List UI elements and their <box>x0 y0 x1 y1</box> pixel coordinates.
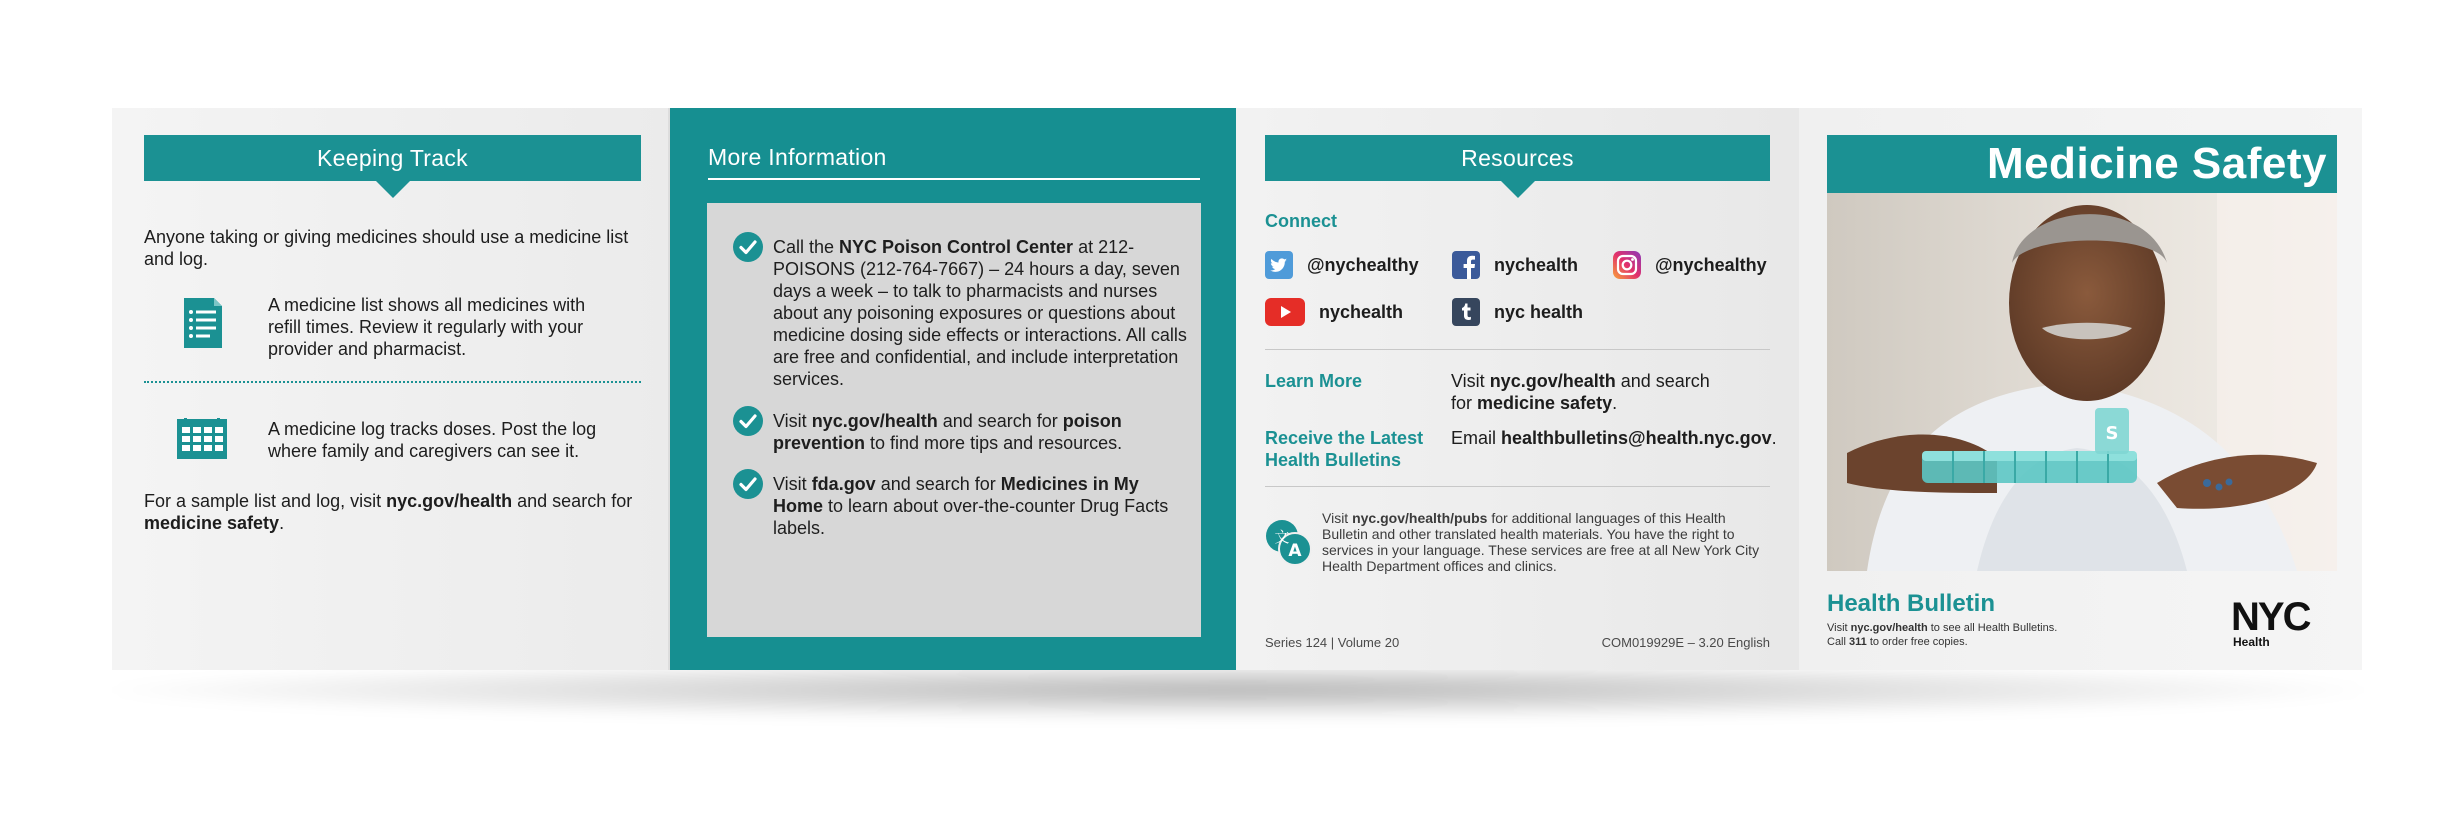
info-box <box>707 203 1201 637</box>
learn-more-text: Visit nyc.gov/health and search for medicine safety. <box>1451 371 1710 413</box>
poison-control-text: Call the NYC Poison Control Center at 212-POISONS (212-764-7667) – 24 hours a day, seven days a week – to talk to pharmacists and nurses about any poisoning exposures or questions about medicine dosing side effects or interactions. All calls are free and confidential, and include interpretation services. <box>773 237 1187 389</box>
keeping-track-banner: Keeping Track <box>144 135 641 181</box>
nyc-health-link[interactable]: nyc.gov/health <box>1850 622 1928 634</box>
fda-link[interactable]: fda.gov <box>811 474 876 494</box>
fda-text: Visit fda.gov and search for Medicines in My Home to learn about over-the-counter Drug Facts labels. <box>773 474 1169 538</box>
series-volume: Series 124 | Volume 20 <box>1265 635 1400 650</box>
nyc-health-logo <box>2231 594 2337 653</box>
instagram-link[interactable]: @nychealthy <box>1613 251 1767 279</box>
cover-title: Medicine Safety <box>1827 135 2337 193</box>
medicine-log-grid-icon <box>176 418 228 465</box>
facebook-icon <box>1452 251 1480 279</box>
panel-keeping-track <box>112 108 670 670</box>
youtube-icon <box>1265 298 1305 326</box>
svg-text:A: A <box>1288 541 1302 561</box>
keeping-track-intro: Anyone taking or giving medicines should use a medicine list and log. <box>144 227 629 269</box>
sample-list-text: For a sample list and log, visit nyc.gov/health and search for medicine safety. <box>144 491 633 533</box>
resources-banner: Resources <box>1265 135 1770 181</box>
more-information-heading: More Information <box>708 144 887 170</box>
divider <box>1265 486 1770 487</box>
language-services-text: Visit nyc.gov/health/pubs for additional languages of this Health Bulletin and other translated health materials. You have the right to services in your language. These services are free at all New York City Health Department offices and clinics. <box>1322 510 1760 574</box>
check-circle-icon <box>733 406 763 436</box>
nyc-health-link[interactable]: nyc.gov/health <box>386 491 513 511</box>
nyc-health-link[interactable]: nyc.gov/health <box>1489 371 1616 391</box>
health-bulletin-call: Call 311 to order free copies. <box>1827 636 1968 648</box>
cover-photo <box>1827 193 2337 571</box>
youtube-link[interactable]: nychealth <box>1265 298 1403 326</box>
twitter-icon <box>1265 251 1293 279</box>
instagram-icon <box>1613 251 1641 279</box>
svg-text:S: S <box>2105 423 2119 444</box>
tumblr-link[interactable]: nyc health <box>1452 298 1583 326</box>
panel-resources <box>1236 108 1799 670</box>
heading-rule <box>708 178 1200 180</box>
health-bulletin-title: Health Bulletin <box>1827 590 1996 617</box>
publication-code: COM019929E – 3.20 English <box>1601 635 1770 650</box>
dotted-divider <box>144 381 641 383</box>
health-bulletin-visit: Visit nyc.gov/health to see all Health Bulletins. <box>1827 622 2058 634</box>
learn-more-label: Learn More <box>1265 371 1363 391</box>
connect-label: Connect <box>1265 211 1337 231</box>
facebook-link[interactable]: nychealth <box>1452 251 1578 279</box>
nyc-health-pubs-link[interactable]: nyc.gov/health/pubs <box>1352 510 1488 526</box>
medicine-log-text: A medicine log tracks doses. Post the log where family and caregivers can see it. <box>268 419 597 461</box>
receive-bulletins-label: Receive the Latest Health Bulletins <box>1265 428 1424 470</box>
check-circle-icon <box>733 469 763 499</box>
medicine-list-icon <box>182 296 224 355</box>
language-translation-icon <box>1264 518 1312 571</box>
nyc-logo-text: NYC <box>2231 595 2310 639</box>
twitter-link[interactable]: @nychealthy <box>1265 251 1419 279</box>
panel-more-information <box>670 108 1236 670</box>
panel-cover <box>1799 108 2362 670</box>
nyc-logo-subtext: Health <box>2233 635 2270 648</box>
tumblr-icon <box>1452 298 1480 326</box>
receive-bulletins-text: Email healthbulletins@health.nyc.gov. <box>1451 428 1777 448</box>
divider <box>1265 349 1770 350</box>
nyc-health-link[interactable]: nyc.gov/health <box>811 411 938 431</box>
email-link[interactable]: healthbulletins@health.nyc.gov <box>1501 428 1772 448</box>
check-circle-icon <box>733 232 763 262</box>
medicine-list-text: A medicine list shows all medicines with refill times. Review it regularly with your provider and pharmacist. <box>268 295 586 359</box>
svg-text:文: 文 <box>1274 528 1290 546</box>
poison-prevention-text: Visit nyc.gov/health and search for poison prevention to find more tips and resources. <box>773 411 1123 453</box>
